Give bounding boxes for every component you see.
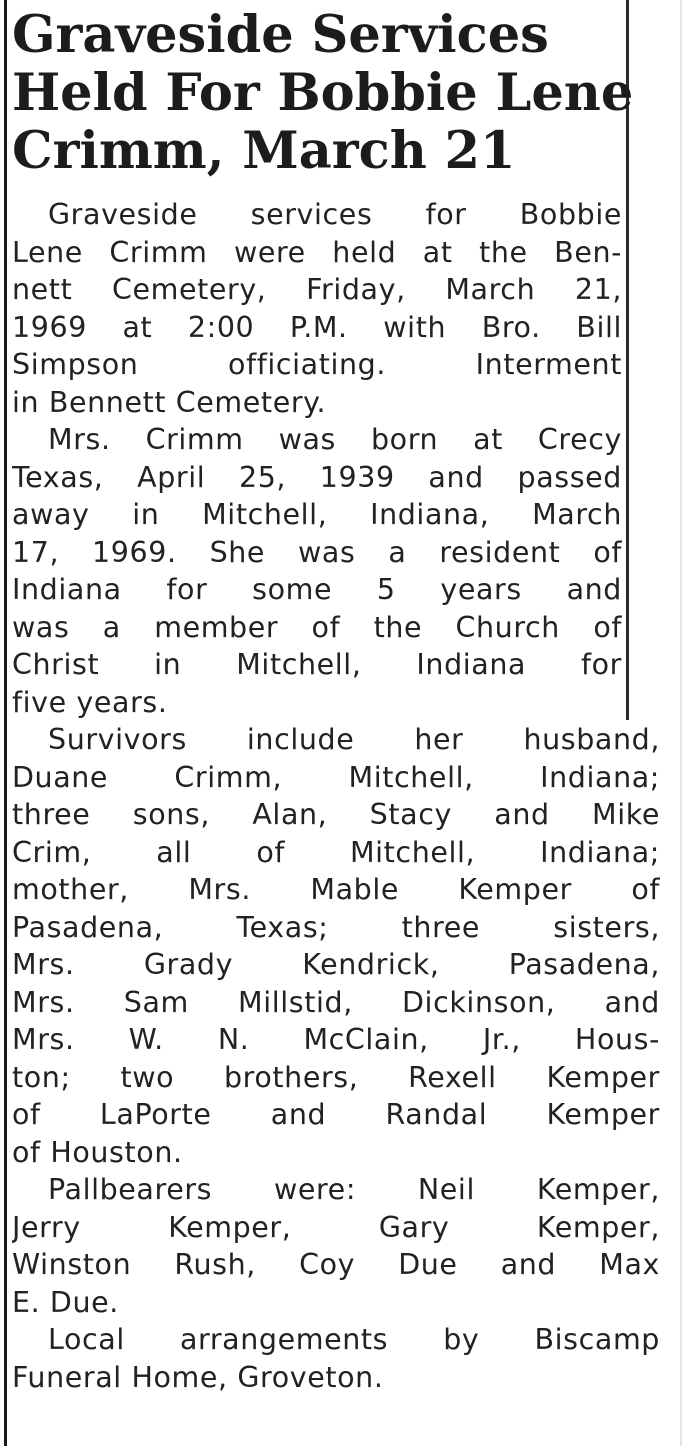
paragraph-survivors — [12, 721, 676, 1171]
text-line: Mrs. Grady Kendrick, Pasadena, — [12, 948, 660, 981]
text-line: five years. — [12, 685, 168, 719]
paragraph-arrangements — [12, 1321, 676, 1396]
text-line: ton; two brothers, Rexell Kemper — [12, 1060, 660, 1094]
text-line: Jerry Kemper, Gary Kemper, — [12, 1210, 660, 1244]
text-line: Texas, April 25, 1939 and passed — [12, 460, 622, 494]
text-line: E. Due. — [12, 1285, 119, 1319]
text-line: 17, 1969. She was a resident of — [12, 535, 622, 569]
article-column — [12, 6, 676, 1396]
text-line: Graveside services for Bobbie — [48, 198, 622, 231]
text-line: in Bennett Cemetery. — [12, 385, 327, 419]
headline-line: Crimm, March 21 — [12, 121, 516, 181]
article-body — [12, 196, 676, 1396]
text-line: three sons, Alan, Stacy and Mike — [12, 798, 660, 831]
text-line: Pasadena, Texas; three sisters, — [12, 910, 660, 944]
paragraph-services — [12, 196, 676, 421]
column-rule-left — [4, 0, 7, 1446]
text-line: Indiana for some 5 years and — [12, 573, 622, 606]
text-line: nett Cemetery, Friday, March 21, — [12, 273, 622, 306]
headline-line: Held For Bobbie Lene — [12, 63, 634, 123]
text-line: of Houston. — [12, 1135, 183, 1169]
text-line: Survivors include her husband, — [48, 723, 660, 756]
text-line: Lene Crimm were held at the Ben- — [12, 235, 622, 269]
text-line: Duane Crimm, Mitchell, Indiana; — [12, 760, 660, 794]
clipping-edge-right — [680, 0, 682, 1446]
text-line: Crim, all of Mitchell, Indiana; — [12, 835, 660, 869]
text-line: Simpson officiating. Interment — [12, 348, 622, 381]
text-line: Mrs. Sam Millstid, Dickinson, and — [12, 985, 660, 1019]
text-line: Pallbearers were: Neil Kemper, — [48, 1173, 660, 1206]
text-line: Mrs. Crimm was born at Crecy — [48, 423, 622, 456]
text-line: Local arrangements by Biscamp — [48, 1323, 660, 1356]
text-line: Christ in Mitchell, Indiana for — [12, 648, 622, 681]
text-line: away in Mitchell, Indiana, March — [12, 498, 622, 531]
text-line: Mrs. W. N. McClain, Jr., Hous- — [12, 1023, 660, 1056]
headline-line: Graveside Services — [12, 5, 549, 65]
text-line: was a member of the Church of — [12, 610, 622, 644]
paragraph-pallbearers — [12, 1171, 676, 1321]
text-line: 1969 at 2:00 P.M. with Bro. Bill — [12, 310, 622, 344]
text-line: of LaPorte and Randal Kemper — [12, 1098, 660, 1131]
text-line: Winston Rush, Coy Due and Max — [12, 1248, 660, 1281]
article-headline — [12, 6, 632, 180]
text-line: mother, Mrs. Mable Kemper of — [12, 873, 660, 906]
paragraph-biography — [12, 421, 676, 721]
text-line: Funeral Home, Groveton. — [12, 1360, 384, 1394]
